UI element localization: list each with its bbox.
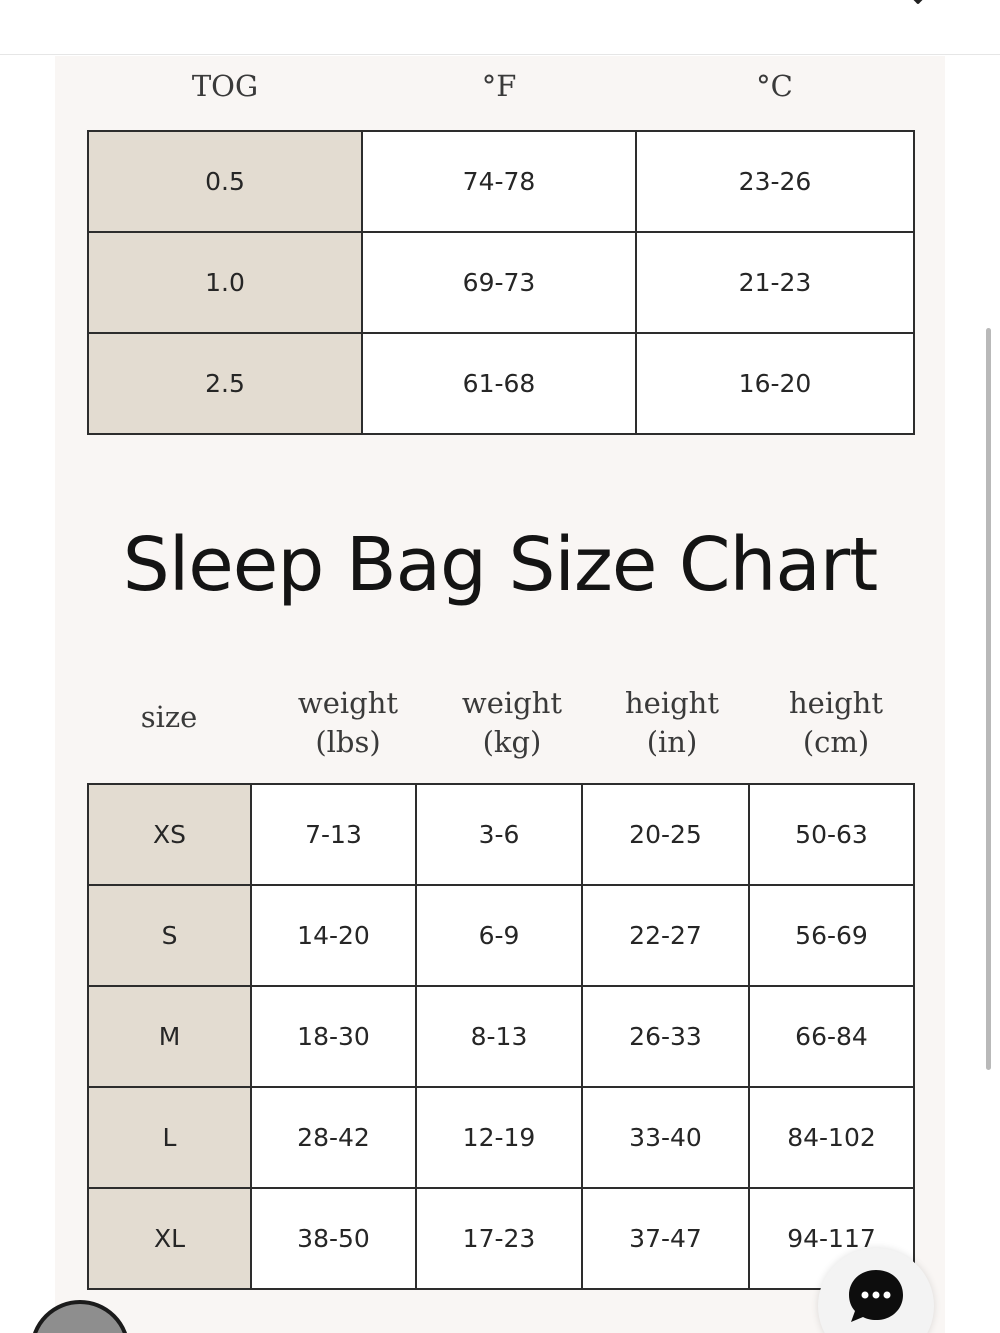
table-cell: 61-68 bbox=[362, 333, 636, 434]
weight-kg-header-line2: (kg) bbox=[482, 725, 542, 759]
table-cell: 33-40 bbox=[582, 1087, 749, 1188]
height-cm-header-line2: (cm) bbox=[802, 725, 870, 759]
table-cell: 26-33 bbox=[582, 986, 749, 1087]
tog-temperature-table bbox=[87, 130, 915, 435]
top-bar bbox=[0, 0, 1000, 55]
weight-lbs-header-line2: (lbs) bbox=[315, 725, 381, 759]
page-title: Sleep Bag Size Chart bbox=[122, 522, 878, 608]
table-cell: 18-30 bbox=[251, 986, 416, 1087]
table-cell: 69-73 bbox=[362, 232, 636, 333]
size-header bbox=[88, 698, 250, 737]
celsius-header: °C bbox=[756, 69, 793, 103]
table-cell: 56-69 bbox=[749, 885, 914, 986]
table-cell: 94-117 bbox=[749, 1188, 914, 1289]
row-label-cell: M bbox=[88, 986, 251, 1087]
weight-kg-header bbox=[430, 684, 594, 762]
fahrenheit-header: °F bbox=[481, 69, 517, 103]
row-label-cell: XS bbox=[88, 784, 251, 885]
table-cell: 22-27 bbox=[582, 885, 749, 986]
tog-table-row bbox=[88, 131, 914, 232]
weight-lbs-header bbox=[266, 684, 430, 762]
height-cm-header bbox=[754, 684, 918, 762]
table-cell: 6-9 bbox=[416, 885, 582, 986]
tog-table-row bbox=[88, 232, 914, 333]
table-cell: 28-42 bbox=[251, 1087, 416, 1188]
height-in-header-line2: (in) bbox=[646, 725, 698, 759]
scrollbar[interactable] bbox=[986, 328, 991, 1070]
table-cell: 21-23 bbox=[636, 232, 914, 333]
table-cell: 7-13 bbox=[251, 784, 416, 885]
table-cell: 20-25 bbox=[582, 784, 749, 885]
size-table-body bbox=[88, 784, 914, 1289]
size-header-label: size bbox=[140, 700, 198, 734]
row-label-cell: 1.0 bbox=[88, 232, 362, 333]
height-in-header-line1: height bbox=[624, 686, 719, 720]
chat-bubble-icon bbox=[846, 1266, 906, 1326]
size-table-row bbox=[88, 1188, 914, 1289]
close-icon[interactable] bbox=[898, 0, 938, 10]
row-label-cell: 0.5 bbox=[88, 131, 362, 232]
weight-kg-header-line1: weight bbox=[461, 686, 563, 720]
tog-header: TOG bbox=[191, 69, 259, 103]
tog-table-row bbox=[88, 333, 914, 434]
weight-lbs-header-line1: weight bbox=[297, 686, 399, 720]
tog-table-body bbox=[88, 131, 914, 434]
table-cell: 50-63 bbox=[749, 784, 914, 885]
height-cm-header-line1: height bbox=[788, 686, 883, 720]
size-table-row bbox=[88, 784, 914, 885]
table-cell: 8-13 bbox=[416, 986, 582, 1087]
height-in-header bbox=[590, 684, 754, 762]
size-table-row bbox=[88, 986, 914, 1087]
table-cell: 14-20 bbox=[251, 885, 416, 986]
row-label-cell: 2.5 bbox=[88, 333, 362, 434]
table-cell: 74-78 bbox=[362, 131, 636, 232]
table-cell: 66-84 bbox=[749, 986, 914, 1087]
table-cell: 16-20 bbox=[636, 333, 914, 434]
table-cell: 84-102 bbox=[749, 1087, 914, 1188]
table-cell: 17-23 bbox=[416, 1188, 582, 1289]
table-cell: 23-26 bbox=[636, 131, 914, 232]
row-label-cell: S bbox=[88, 885, 251, 986]
size-table-row bbox=[88, 1087, 914, 1188]
row-label-cell: XL bbox=[88, 1188, 251, 1289]
table-cell: 12-19 bbox=[416, 1087, 582, 1188]
table-cell: 37-47 bbox=[582, 1188, 749, 1289]
row-label-cell: L bbox=[88, 1087, 251, 1188]
table-cell: 38-50 bbox=[251, 1188, 416, 1289]
size-chart-table bbox=[87, 783, 915, 1290]
size-table-row bbox=[88, 885, 914, 986]
table-cell: 3-6 bbox=[416, 784, 582, 885]
